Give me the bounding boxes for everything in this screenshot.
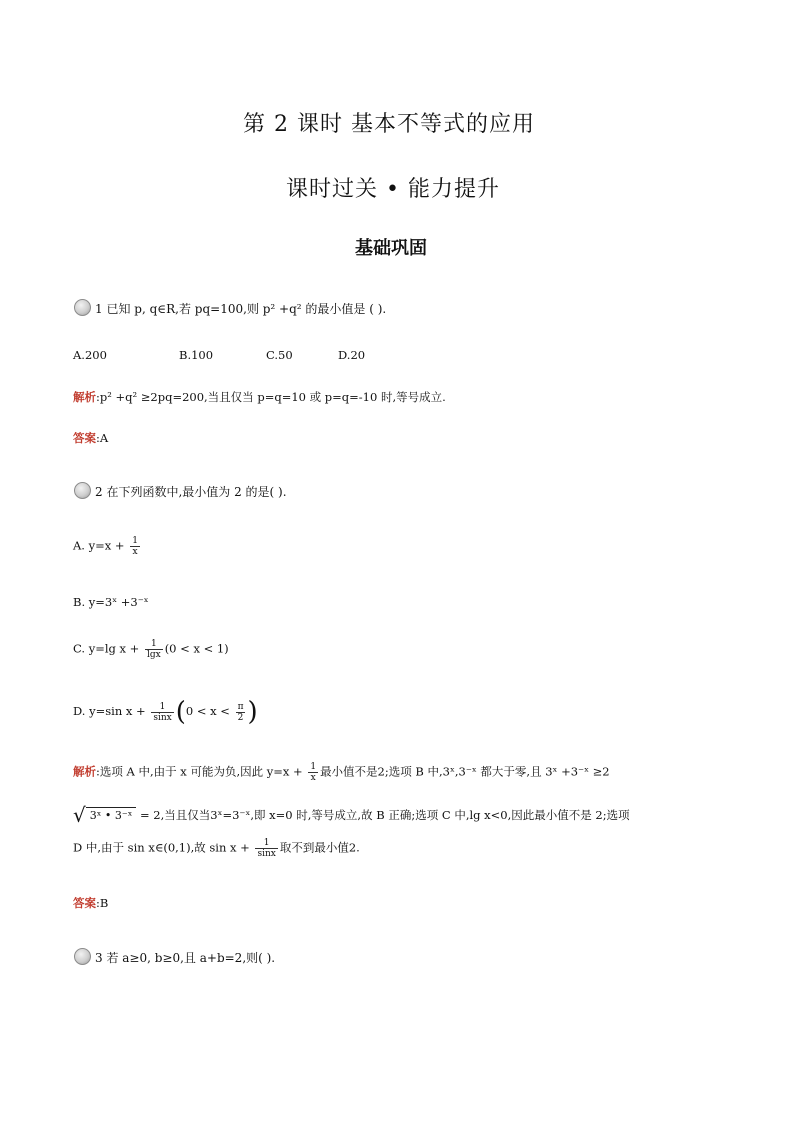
analysis-fraction <box>308 762 318 783</box>
question-1-stem: 1 已知 p, q∈R,若 pq=100,则 p² +q² 的最小值是 ( ). <box>95 302 387 316</box>
option-d-domain: 0 < x < <box>185 704 234 718</box>
question-1-option-a: A.200 <box>73 348 107 362</box>
fraction-numerator: 1 <box>151 702 173 713</box>
analysis-text: D 中,由于 sin x∈(0,1),故 sin x + <box>73 840 254 855</box>
option-c-prefix: C. y=lg x + <box>73 641 143 656</box>
fraction-denominator: x <box>132 547 138 557</box>
page-title: 第 2 课时 基本不等式的应用 <box>243 112 535 137</box>
question-2-option-c <box>73 639 229 660</box>
analysis-text: :p² +q² ≥2pq=200,当且仅当 p=q=10 或 p=q=-10 时,等号成立. <box>96 390 446 404</box>
analysis-label: 解析 <box>73 764 96 779</box>
fraction-denominator: sinx <box>153 712 172 723</box>
answer-label: 答案 <box>73 431 96 445</box>
option-d-prefix: D. y=sin x + <box>73 704 150 718</box>
answer-text: :A <box>96 431 109 445</box>
section-heading: 基础巩固 <box>355 238 427 259</box>
question-1-answer <box>73 430 108 446</box>
question-marker-icon <box>74 299 91 316</box>
question-3 <box>74 948 275 966</box>
fraction-denominator: x <box>310 773 316 783</box>
question-2-analysis-line-2 <box>73 803 630 827</box>
question-2-answer <box>73 895 108 911</box>
question-3-stem: 3 若 a≥0, b≥0,且 a+b=2,则( ). <box>95 951 276 965</box>
question-1-analysis <box>73 389 446 405</box>
option-a-fraction <box>130 536 140 557</box>
option-c-domain: (0 < x < 1) <box>164 641 229 656</box>
right-paren: ) <box>247 697 258 727</box>
fraction-denominator: 2 <box>237 712 244 723</box>
fraction-numerator: 1 <box>132 536 138 546</box>
analysis-text: 最小值不是2;选项 B 中,3ˣ,3⁻ˣ 都大于零,且 3ˣ +3⁻ˣ ≥2 <box>320 764 610 779</box>
analysis-text: :选项 A 中,由于 x 可能为负,因此 y=x + <box>96 764 307 779</box>
question-2-analysis-line-3 <box>73 838 360 859</box>
question-marker-icon <box>74 482 91 499</box>
question-1 <box>74 299 386 317</box>
sqrt-icon: √ <box>73 803 86 827</box>
question-2-option-a <box>73 536 142 557</box>
fraction-numerator: 1 <box>255 838 277 849</box>
analysis-label: 解析 <box>73 390 96 404</box>
question-1-option-d: D.20 <box>338 348 366 362</box>
question-1-option-b: B.100 <box>179 348 214 362</box>
sqrt-radicand: 3ˣ • 3⁻ˣ <box>86 807 137 822</box>
answer-label: 答案 <box>73 896 96 910</box>
question-marker-icon <box>74 948 91 965</box>
question-2-option-d <box>73 697 258 727</box>
option-c-fraction <box>145 639 163 660</box>
pi-fraction <box>236 702 246 723</box>
fraction-denominator: lgx <box>146 650 161 660</box>
fraction-denominator: sinx <box>257 849 276 859</box>
fraction-numerator: π <box>237 701 244 712</box>
left-paren: ( <box>175 697 186 727</box>
option-d-fraction <box>151 702 173 723</box>
question-2-option-b: B. y=3ˣ +3⁻ˣ <box>73 595 149 609</box>
question-2-stem: 2 在下列函数中,最小值为 2 的是( ). <box>95 485 287 499</box>
option-a-prefix: A. y=x + <box>73 538 129 553</box>
fraction-numerator: 1 <box>145 639 163 650</box>
analysis-text: = 2,当且仅当3ˣ=3⁻ˣ,即 x=0 时,等号成立,故 B 正确;选项 C 中,lg x<0,因此最小值不是 2;选项 <box>136 808 630 822</box>
answer-text: :B <box>96 896 109 910</box>
page-subtitle: 课时过关 • 能力提升 <box>286 177 500 202</box>
question-1-option-c: C.50 <box>266 348 293 362</box>
question-2 <box>74 482 287 500</box>
question-2-analysis-line-1 <box>73 762 610 783</box>
analysis-fraction <box>255 838 277 859</box>
analysis-text: 取不到最小值2. <box>279 840 360 855</box>
fraction-numerator: 1 <box>310 762 317 772</box>
